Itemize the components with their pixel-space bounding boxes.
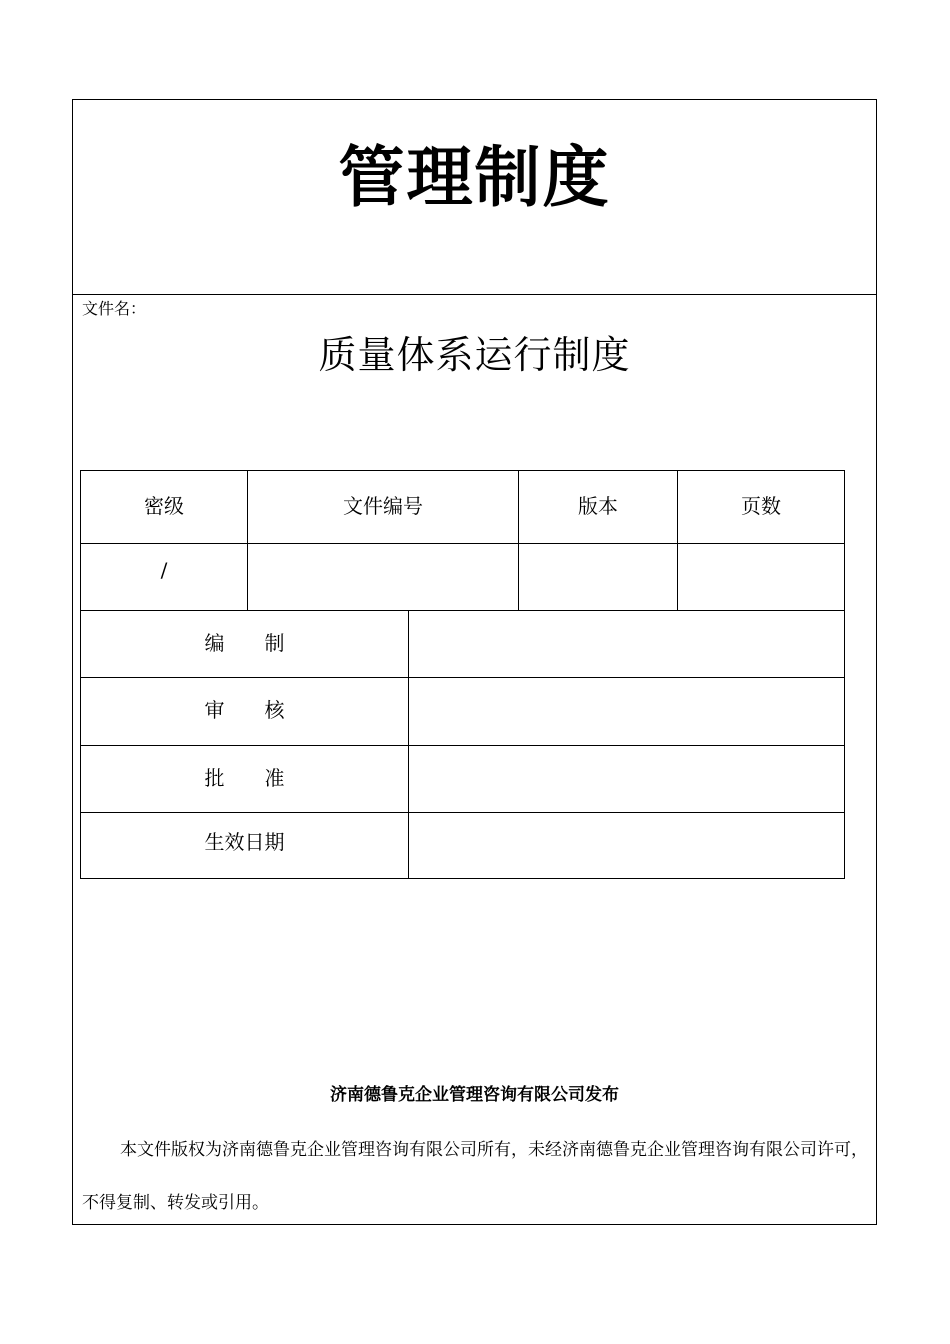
publisher-line: 济南德鲁克企业管理咨询有限公司发布 bbox=[330, 1085, 619, 1105]
value-cell-file-number bbox=[247, 543, 519, 611]
value-cell-security bbox=[80, 543, 248, 611]
sign-label-compile: 编 制 bbox=[204, 631, 285, 655]
sign-value-cell-effective-date bbox=[408, 812, 845, 879]
value-security: / bbox=[160, 558, 168, 582]
sign-label-cell-approve bbox=[80, 745, 409, 813]
header-cell-pages bbox=[677, 470, 845, 544]
header-cell-security bbox=[80, 470, 248, 544]
header-security-label: 密级 bbox=[144, 494, 184, 518]
header-file-number-label: 文件编号 bbox=[343, 494, 423, 518]
value-cell-pages bbox=[677, 543, 845, 611]
sign-label-cell-compile bbox=[80, 610, 409, 678]
page-title: 管理制度 bbox=[338, 139, 611, 216]
sign-value-cell-approve bbox=[408, 745, 845, 813]
sign-value-cell-compile bbox=[408, 610, 845, 678]
header-cell-file-number bbox=[247, 470, 519, 544]
sign-value-cell-review bbox=[408, 677, 845, 746]
header-version-label: 版本 bbox=[578, 494, 618, 518]
file-name-label: 文件名： bbox=[82, 299, 147, 318]
sign-label-cell-review bbox=[80, 677, 409, 746]
copyright-paragraph: 本文件版权为济南德鲁克企业管理咨询有限公司所有，未经济南德鲁克企业管理咨询有限公司许可，不得复制、转发或引用。 bbox=[82, 1140, 868, 1213]
sign-label-effective-date: 生效日期 bbox=[204, 830, 285, 854]
sign-label-cell-effective-date bbox=[80, 812, 409, 879]
file-name-title: 质量体系运行制度 bbox=[318, 333, 631, 377]
sign-label-review: 审 核 bbox=[204, 698, 285, 722]
header-cell-version bbox=[518, 470, 678, 544]
header-box bbox=[73, 100, 876, 295]
value-cell-version bbox=[518, 543, 678, 611]
header-pages-label: 页数 bbox=[741, 494, 781, 518]
sign-label-approve: 批 准 bbox=[204, 766, 285, 790]
document-info-table bbox=[80, 470, 845, 879]
